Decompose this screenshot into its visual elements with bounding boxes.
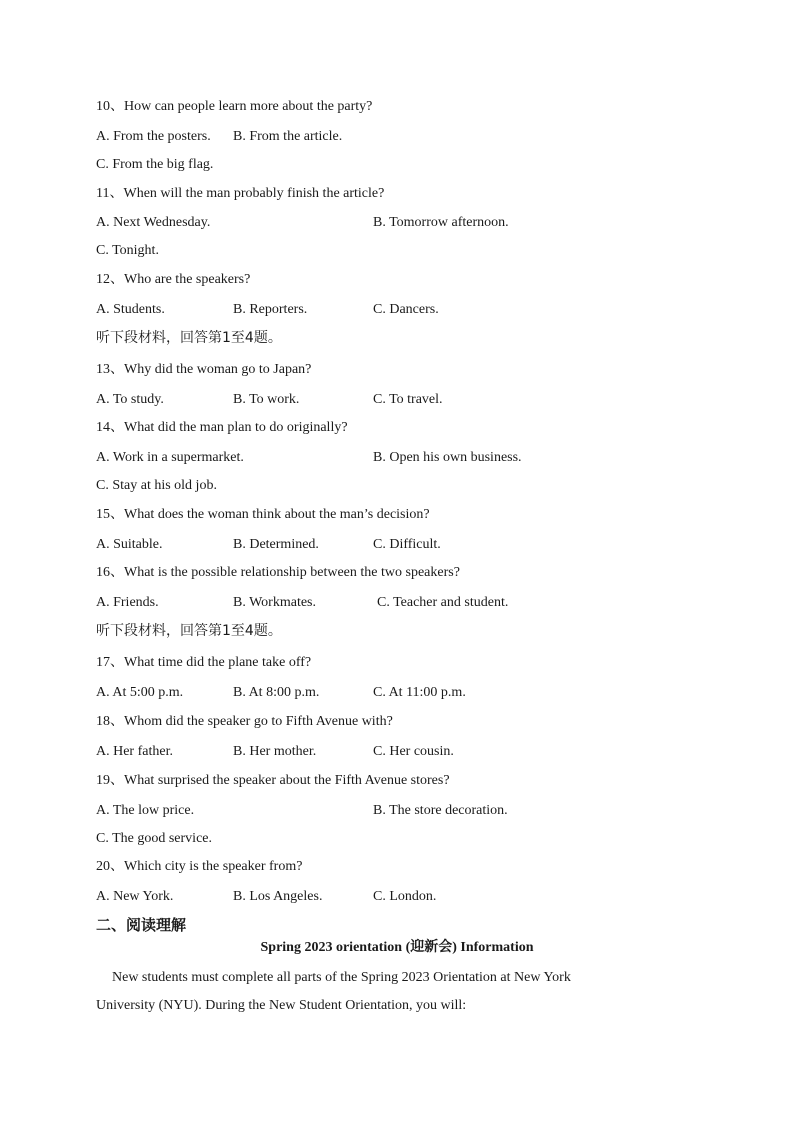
question-15-option-a: A. Suitable. bbox=[96, 537, 163, 552]
question-17-option-b: B. At 8:00 p.m. bbox=[233, 685, 320, 700]
question-12-option-c: C. Dancers. bbox=[373, 302, 439, 317]
question-18-stem: 18、Whom did the speaker go to Fifth Avenue with? bbox=[96, 714, 393, 729]
question-16-option-b: B. Workmates. bbox=[233, 595, 316, 610]
question-11-option-a: A. Next Wednesday. bbox=[96, 215, 211, 230]
question-18-option-a: A. Her father. bbox=[96, 744, 173, 759]
question-14-option-a: A. Work in a supermarket. bbox=[96, 450, 244, 465]
listening-instruction: 听下段材料，回答第1至4题。 bbox=[96, 330, 282, 346]
question-14-option-c: C. Stay at his old job. bbox=[96, 478, 217, 493]
question-11-option-b: B. Tomorrow afternoon. bbox=[373, 215, 509, 230]
question-19-option-a: A. The low price. bbox=[96, 803, 195, 818]
question-16-option-a: A. Friends. bbox=[96, 595, 159, 610]
question-13-option-b: B. To work. bbox=[233, 392, 300, 407]
section-heading: 二、阅读理解 bbox=[96, 916, 187, 934]
listening-instruction: 听下段材料，回答第1至4题。 bbox=[96, 623, 282, 639]
question-19-option-c: C. The good service. bbox=[96, 831, 212, 846]
question-14-stem: 14、What did the man plan to do originally? bbox=[96, 420, 348, 435]
question-11-option-c: C. Tonight. bbox=[96, 243, 159, 258]
question-20-stem: 20、Which city is the speaker from? bbox=[96, 859, 303, 874]
question-18-option-b: B. Her mother. bbox=[233, 744, 317, 759]
question-16-stem: 16、What is the possible relationship between the two speakers? bbox=[96, 565, 460, 580]
question-20-option-a: A. New York. bbox=[96, 889, 174, 904]
question-13-stem: 13、Why did the woman go to Japan? bbox=[96, 362, 312, 377]
question-20-option-c: C. London. bbox=[373, 889, 437, 904]
question-13-option-c: C. To travel. bbox=[373, 392, 443, 407]
question-13-option-a: A. To study. bbox=[96, 392, 164, 407]
question-15-option-b: B. Determined. bbox=[233, 537, 319, 552]
passage-line: New students must complete all parts of the Spring 2023 Orientation at New York bbox=[112, 970, 571, 985]
question-10-option-a: A. From the posters. bbox=[96, 129, 211, 144]
question-10-option-b: B. From the article. bbox=[233, 129, 343, 144]
question-16-option-c: C. Teacher and student. bbox=[377, 595, 509, 610]
question-12-stem: 12、Who are the speakers? bbox=[96, 272, 251, 287]
question-15-stem: 15、What does the woman think about the man’s decision? bbox=[96, 507, 430, 522]
question-12-option-a: A. Students. bbox=[96, 302, 165, 317]
question-20-option-b: B. Los Angeles. bbox=[233, 889, 323, 904]
question-12-option-b: B. Reporters. bbox=[233, 302, 308, 317]
question-14-option-b: B. Open his own business. bbox=[373, 450, 522, 465]
question-19-option-b: B. The store decoration. bbox=[373, 803, 508, 818]
question-19-stem: 19、What surprised the speaker about the Fifth Avenue stores? bbox=[96, 773, 450, 788]
question-11-stem: 11、When will the man probably finish the article? bbox=[96, 186, 385, 201]
passage-title: Spring 2023 orientation (迎新会) Information bbox=[260, 940, 534, 955]
question-17-option-a: A. At 5:00 p.m. bbox=[96, 685, 184, 700]
question-15-option-c: C. Difficult. bbox=[373, 537, 441, 552]
passage-line: University (NYU). During the New Student Orientation, you will: bbox=[96, 998, 467, 1013]
question-18-option-c: C. Her cousin. bbox=[373, 744, 454, 759]
question-10-option-c: C. From the big flag. bbox=[96, 157, 214, 172]
question-17-option-c: C. At 11:00 p.m. bbox=[373, 685, 466, 700]
question-17-stem: 17、What time did the plane take off? bbox=[96, 655, 312, 670]
question-10-stem: 10、How can people learn more about the party? bbox=[96, 99, 373, 114]
